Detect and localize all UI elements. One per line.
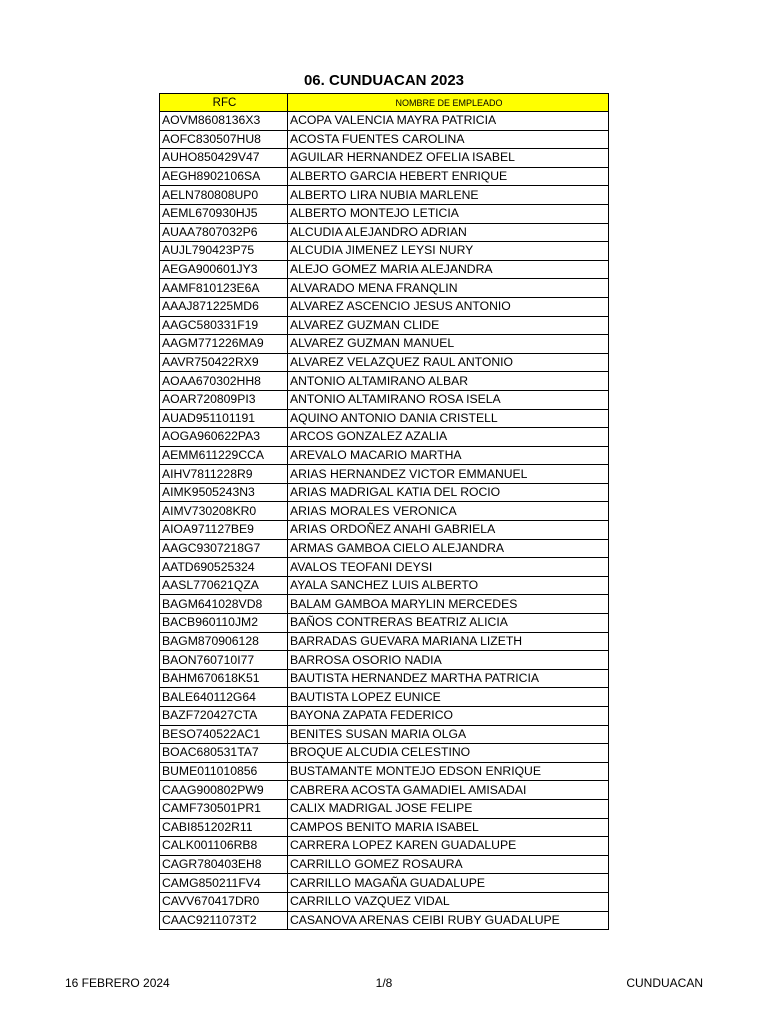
table-row bbox=[160, 483, 609, 502]
table-row bbox=[160, 911, 609, 930]
rfc-cell: AASL770621QZA bbox=[160, 576, 288, 595]
table-row bbox=[160, 372, 609, 391]
rfc-cell: AIMK9505243N3 bbox=[160, 483, 288, 502]
table-row bbox=[160, 576, 609, 595]
employee-name-cell: ANTONIO ALTAMIRANO ROSA ISELA bbox=[288, 390, 609, 409]
rfc-cell: CAGR780403EH8 bbox=[160, 855, 288, 874]
employee-name-cell: AYALA SANCHEZ LUIS ALBERTO bbox=[288, 576, 609, 595]
rfc-cell: BOAC680531TA7 bbox=[160, 744, 288, 763]
employee-name-cell: AGUILAR HERNANDEZ OFELIA ISABEL bbox=[288, 149, 609, 168]
rfc-cell: AOGA960622PA3 bbox=[160, 428, 288, 447]
table-row bbox=[160, 446, 609, 465]
rfc-cell: BAGM641028VD8 bbox=[160, 595, 288, 614]
table-row bbox=[160, 390, 609, 409]
column-header-rfc: RFC bbox=[160, 94, 288, 112]
employee-name-cell: ACOSTA FUENTES CAROLINA bbox=[288, 130, 609, 149]
rfc-cell: BAON760710I77 bbox=[160, 651, 288, 670]
employee-name-cell: BAUTISTA HERNANDEZ MARTHA PATRICIA bbox=[288, 669, 609, 688]
table-row bbox=[160, 669, 609, 688]
employee-name-cell: ALCUDIA ALEJANDRO ADRIAN bbox=[288, 223, 609, 242]
table-row bbox=[160, 707, 609, 726]
employee-name-cell: ALVARADO MENA FRANQLIN bbox=[288, 279, 609, 298]
table-row bbox=[160, 242, 609, 261]
rfc-cell: AOFC830507HU8 bbox=[160, 130, 288, 149]
rfc-cell: CABI851202R11 bbox=[160, 818, 288, 837]
employee-name-cell: ALVAREZ VELAZQUEZ RAUL ANTONIO bbox=[288, 353, 609, 372]
footer-location: CUNDUACAN bbox=[626, 976, 703, 990]
table-row bbox=[160, 781, 609, 800]
employee-name-cell: BARRADAS GUEVARA MARIANA LIZETH bbox=[288, 632, 609, 651]
table-row bbox=[160, 465, 609, 484]
table-row bbox=[160, 521, 609, 540]
footer-date: 16 FEBRERO 2024 bbox=[65, 976, 170, 990]
rfc-cell: AIOA971127BE9 bbox=[160, 521, 288, 540]
employee-name-cell: ALVAREZ ASCENCIO JESUS ANTONIO bbox=[288, 297, 609, 316]
table-row bbox=[160, 799, 609, 818]
table-row bbox=[160, 279, 609, 298]
employee-name-cell: ACOPA VALENCIA MAYRA PATRICIA bbox=[288, 112, 609, 131]
rfc-cell: AAGC9307218G7 bbox=[160, 539, 288, 558]
table-row bbox=[160, 223, 609, 242]
employee-name-cell: ANTONIO ALTAMIRANO ALBAR bbox=[288, 372, 609, 391]
employee-name-cell: ARCOS GONZALEZ AZALIA bbox=[288, 428, 609, 447]
table-row bbox=[160, 688, 609, 707]
rfc-cell: AEMM611229CCA bbox=[160, 446, 288, 465]
employee-name-cell: ALVAREZ GUZMAN MANUEL bbox=[288, 335, 609, 354]
rfc-cell: AEML670930HJ5 bbox=[160, 204, 288, 223]
employee-name-cell: BALAM GAMBOA MARYLIN MERCEDES bbox=[288, 595, 609, 614]
employee-name-cell: AREVALO MACARIO MARTHA bbox=[288, 446, 609, 465]
employee-name-cell: BARROSA OSORIO NADIA bbox=[288, 651, 609, 670]
employee-name-cell: ALCUDIA JIMENEZ LEYSI NURY bbox=[288, 242, 609, 261]
employee-name-cell: BAUTISTA LOPEZ EUNICE bbox=[288, 688, 609, 707]
table-row bbox=[160, 632, 609, 651]
rfc-cell: CALK001106RB8 bbox=[160, 837, 288, 856]
rfc-cell: BAGM870906128 bbox=[160, 632, 288, 651]
employee-name-cell: ARIAS ORDOÑEZ ANAHI GABRIELA bbox=[288, 521, 609, 540]
employee-name-cell: CARRILLO MAGAÑA GUADALUPE bbox=[288, 874, 609, 893]
table-row bbox=[160, 186, 609, 205]
employee-name-cell: ALBERTO MONTEJO LETICIA bbox=[288, 204, 609, 223]
rfc-cell: BUME011010856 bbox=[160, 762, 288, 781]
table-row bbox=[160, 744, 609, 763]
employee-name-cell: BROQUE ALCUDIA CELESTINO bbox=[288, 744, 609, 763]
employee-name-cell: ARIAS MORALES VERONICA bbox=[288, 502, 609, 521]
employee-name-cell: BAÑOS CONTRERAS BEATRIZ ALICIA bbox=[288, 614, 609, 633]
table-row bbox=[160, 130, 609, 149]
employee-name-cell: BAYONA ZAPATA FEDERICO bbox=[288, 707, 609, 726]
table-row bbox=[160, 149, 609, 168]
employee-name-cell: CABRERA ACOSTA GAMADIEL AMISADAI bbox=[288, 781, 609, 800]
rfc-cell: AUJL790423P75 bbox=[160, 242, 288, 261]
table-row bbox=[160, 409, 609, 428]
table-row bbox=[160, 502, 609, 521]
table-row bbox=[160, 725, 609, 744]
employee-name-cell: BUSTAMANTE MONTEJO EDSON ENRIQUE bbox=[288, 762, 609, 781]
column-header-employee-name: NOMBRE DE EMPLEADO bbox=[288, 94, 609, 112]
employee-name-cell: ALBERTO GARCIA HEBERT ENRIQUE bbox=[288, 167, 609, 186]
table-row bbox=[160, 335, 609, 354]
footer-page-number: 1/8 bbox=[375, 976, 393, 990]
employee-table bbox=[159, 93, 609, 930]
employee-name-cell: CALIX MADRIGAL JOSE FELIPE bbox=[288, 799, 609, 818]
rfc-cell: AOVM8608136X3 bbox=[160, 112, 288, 131]
rfc-cell: AUHO850429V47 bbox=[160, 149, 288, 168]
rfc-cell: BAHM670618K51 bbox=[160, 669, 288, 688]
rfc-cell: AELN780808UP0 bbox=[160, 186, 288, 205]
table-body bbox=[160, 112, 609, 930]
employee-name-cell: CARRERA LOPEZ KAREN GUADALUPE bbox=[288, 837, 609, 856]
table-row bbox=[160, 316, 609, 335]
table-row bbox=[160, 353, 609, 372]
table-row bbox=[160, 539, 609, 558]
table-row bbox=[160, 855, 609, 874]
table-row bbox=[160, 112, 609, 131]
employee-name-cell: ARMAS GAMBOA CIELO ALEJANDRA bbox=[288, 539, 609, 558]
rfc-cell: BACB960110JM2 bbox=[160, 614, 288, 633]
rfc-cell: CAMF730501PR1 bbox=[160, 799, 288, 818]
table-row bbox=[160, 204, 609, 223]
employee-name-cell: AVALOS TEOFANI DEYSI bbox=[288, 558, 609, 577]
rfc-cell: AAGM771226MA9 bbox=[160, 335, 288, 354]
employee-name-cell: CARRILLO GOMEZ ROSAURA bbox=[288, 855, 609, 874]
employee-name-cell: ALEJO GOMEZ MARIA ALEJANDRA bbox=[288, 260, 609, 279]
table-row bbox=[160, 762, 609, 781]
rfc-cell: AEGA900601JY3 bbox=[160, 260, 288, 279]
table-row bbox=[160, 428, 609, 447]
rfc-cell: BALE640112G64 bbox=[160, 688, 288, 707]
employee-name-cell: AQUINO ANTONIO DANIA CRISTELL bbox=[288, 409, 609, 428]
rfc-cell: AEGH8902106SA bbox=[160, 167, 288, 186]
rfc-cell: CAMG850211FV4 bbox=[160, 874, 288, 893]
rfc-cell: BESO740522AC1 bbox=[160, 725, 288, 744]
rfc-cell: AAMF810123E6A bbox=[160, 279, 288, 298]
rfc-cell: CAAG900802PW9 bbox=[160, 781, 288, 800]
rfc-cell: AIMV730208KR0 bbox=[160, 502, 288, 521]
table-row bbox=[160, 595, 609, 614]
table-row bbox=[160, 874, 609, 893]
table-row bbox=[160, 892, 609, 911]
table-row bbox=[160, 167, 609, 186]
table-row bbox=[160, 651, 609, 670]
table-row bbox=[160, 558, 609, 577]
employee-name-cell: BENITES SUSAN MARIA OLGA bbox=[288, 725, 609, 744]
table-row bbox=[160, 297, 609, 316]
rfc-cell: AAVR750422RX9 bbox=[160, 353, 288, 372]
rfc-cell: BAZF720427CTA bbox=[160, 707, 288, 726]
employee-name-cell: ALVAREZ GUZMAN CLIDE bbox=[288, 316, 609, 335]
rfc-cell: CAVV670417DR0 bbox=[160, 892, 288, 911]
employee-name-cell: ARIAS MADRIGAL KATIA DEL ROCIO bbox=[288, 483, 609, 502]
document-title: 06. CUNDUACAN 2023 bbox=[303, 72, 465, 89]
employee-name-cell: CAMPOS BENITO MARIA ISABEL bbox=[288, 818, 609, 837]
rfc-cell: CAAC9211073T2 bbox=[160, 911, 288, 930]
rfc-cell: AAGC580331F19 bbox=[160, 316, 288, 335]
rfc-cell: AATD690525324 bbox=[160, 558, 288, 577]
employee-name-cell: ARIAS HERNANDEZ VICTOR EMMANUEL bbox=[288, 465, 609, 484]
table-row bbox=[160, 260, 609, 279]
employee-name-cell: CASANOVA ARENAS CEIBI RUBY GUADALUPE bbox=[288, 911, 609, 930]
rfc-cell: AAAJ871225MD6 bbox=[160, 297, 288, 316]
rfc-cell: AUAD951101191 bbox=[160, 409, 288, 428]
table-row bbox=[160, 614, 609, 633]
employee-name-cell: ALBERTO LIRA NUBIA MARLENE bbox=[288, 186, 609, 205]
rfc-cell: AUAA7807032P6 bbox=[160, 223, 288, 242]
rfc-cell: AOAR720809PI3 bbox=[160, 390, 288, 409]
rfc-cell: AIHV7811228R9 bbox=[160, 465, 288, 484]
table-row bbox=[160, 818, 609, 837]
table-header-row bbox=[160, 94, 609, 112]
rfc-cell: AOAA670302HH8 bbox=[160, 372, 288, 391]
table-row bbox=[160, 837, 609, 856]
employee-name-cell: CARRILLO VAZQUEZ VIDAL bbox=[288, 892, 609, 911]
